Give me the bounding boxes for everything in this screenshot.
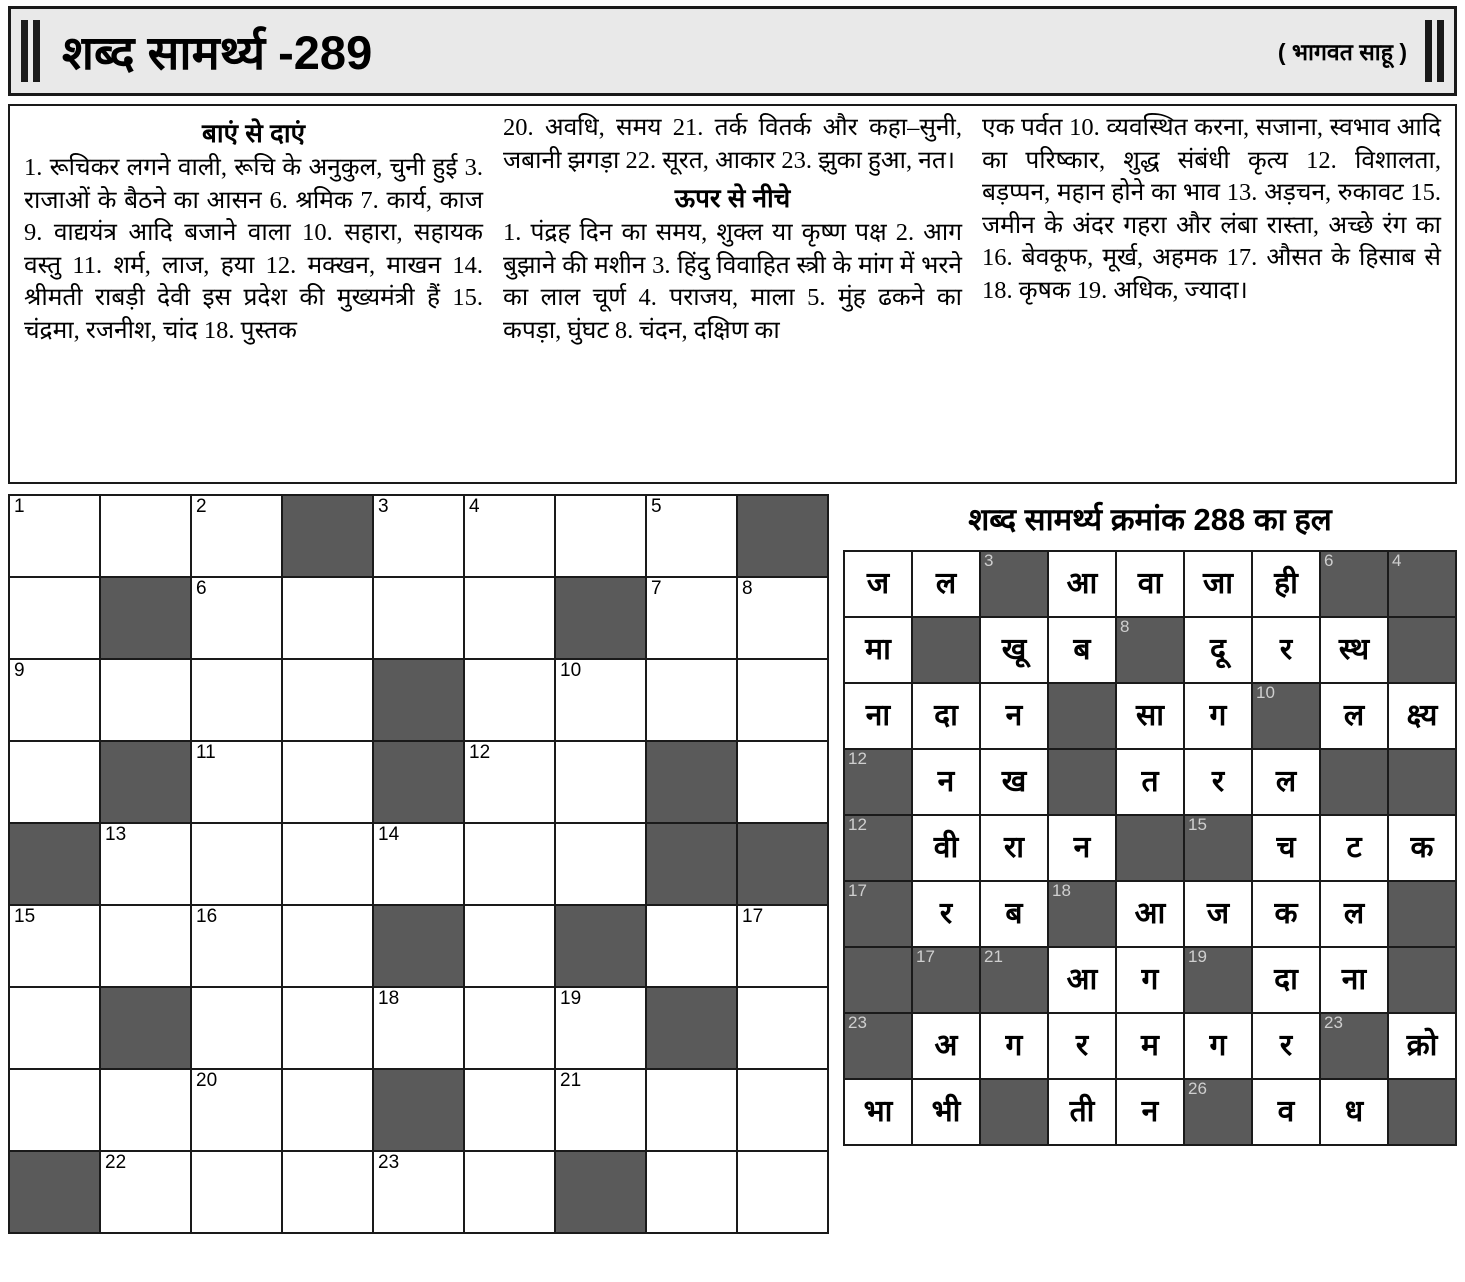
solution-letter: भी xyxy=(931,1095,961,1128)
solution-letter: र xyxy=(939,897,953,930)
cell-number: 19 xyxy=(1188,947,1207,966)
cell-number: 13 xyxy=(105,824,127,845)
puzzle-cell[interactable] xyxy=(9,495,100,577)
solution-letter: ज xyxy=(1206,897,1230,930)
puzzle-row xyxy=(9,577,828,659)
cell-number: 10 xyxy=(560,660,582,681)
solution-cell xyxy=(1320,881,1388,947)
solution-letter: ना xyxy=(865,699,891,732)
puzzle-cell[interactable] xyxy=(464,741,555,823)
solution-cell xyxy=(1320,617,1388,683)
solution-cell-blocked xyxy=(844,1013,912,1079)
cell-number: 21 xyxy=(984,947,1003,966)
cell-number: 17 xyxy=(916,947,935,966)
solution-cell-blocked xyxy=(1388,749,1456,815)
solution-letter: दू xyxy=(1210,633,1226,666)
solution-cell xyxy=(980,749,1048,815)
puzzle-cell[interactable] xyxy=(737,905,828,987)
solution-cell-blocked xyxy=(1320,1013,1388,1079)
puzzle-cell-blocked xyxy=(282,495,373,577)
solution-cell-blocked xyxy=(844,881,912,947)
solution-cell xyxy=(1252,947,1320,1013)
puzzle-cell[interactable] xyxy=(464,1151,555,1233)
puzzle-cell-blocked xyxy=(737,823,828,905)
across-heading: बाएं से दाएं xyxy=(202,118,305,148)
solution-cell xyxy=(844,1079,912,1145)
solution-cell xyxy=(1252,749,1320,815)
solution-cell xyxy=(912,551,980,617)
puzzle-cell[interactable] xyxy=(646,659,737,741)
rule-bar xyxy=(33,20,40,82)
puzzle-cell[interactable] xyxy=(464,495,555,577)
solution-cell xyxy=(1252,551,1320,617)
solution-cell xyxy=(1116,947,1184,1013)
solution-cell xyxy=(1388,683,1456,749)
down-clues-text-part1: 1. पंद्रह दिन का समय, शुक्ल या कृष्ण पक्ष 2. आग बुझाने की मशीन 3. हिंदु विवाहित स्त्री के मांग में भरने का लाल चूर्ण 4. पराजय, माला 5. मुंह ढकने का कपड़ा, घुंघट 8. चंदन, दक्षिण का xyxy=(503,219,962,344)
solution-row xyxy=(844,881,1456,947)
solution-cell-blocked xyxy=(1048,749,1116,815)
solution-letter: ट xyxy=(1346,831,1362,864)
solution-letter: म xyxy=(1141,1029,1159,1062)
puzzle-cell[interactable] xyxy=(191,495,282,577)
solution-cell-blocked xyxy=(980,1079,1048,1145)
puzzle-cell[interactable] xyxy=(555,823,646,905)
solution-cell-blocked xyxy=(1048,881,1116,947)
solution-cell xyxy=(1388,815,1456,881)
solution-cell xyxy=(1320,947,1388,1013)
puzzle-cell[interactable] xyxy=(373,987,464,1069)
solution-cell-blocked xyxy=(1184,815,1252,881)
puzzle-cell[interactable] xyxy=(282,905,373,987)
cell-number: 5 xyxy=(651,496,662,517)
solution-cell xyxy=(912,1079,980,1145)
puzzle-cell[interactable] xyxy=(373,1151,464,1233)
puzzle-cell[interactable] xyxy=(191,1151,282,1233)
cell-number: 2 xyxy=(196,496,207,517)
puzzle-cell[interactable] xyxy=(555,495,646,577)
cell-number: 23 xyxy=(378,1152,400,1173)
solution-grid xyxy=(843,550,1457,1146)
puzzle-cell[interactable] xyxy=(191,1069,282,1151)
solution-letter: दा xyxy=(934,699,958,732)
solution-letter: क xyxy=(1274,897,1298,930)
puzzle-cell-blocked xyxy=(646,823,737,905)
puzzle-cell[interactable] xyxy=(555,987,646,1069)
solution-letter: आ xyxy=(1066,963,1098,996)
solution-row xyxy=(844,749,1456,815)
puzzle-cell[interactable] xyxy=(373,495,464,577)
solution-letter: स्थ xyxy=(1338,633,1370,666)
solution-cell xyxy=(912,683,980,749)
puzzle-row xyxy=(9,823,828,905)
solution-letter: ही xyxy=(1274,567,1298,600)
solution-letter: रा xyxy=(1003,831,1025,864)
puzzle-cell[interactable] xyxy=(191,905,282,987)
puzzle-cell[interactable] xyxy=(100,1151,191,1233)
puzzle-cell[interactable] xyxy=(100,659,191,741)
solution-cell xyxy=(980,815,1048,881)
cell-number: 4 xyxy=(1392,551,1402,570)
cell-number: 7 xyxy=(651,578,662,599)
solution-cell xyxy=(1184,749,1252,815)
solution-row xyxy=(844,815,1456,881)
solution-letter: र xyxy=(1075,1029,1089,1062)
puzzle-cell[interactable] xyxy=(9,659,100,741)
puzzle-cell[interactable] xyxy=(9,987,100,1069)
puzzle-cell-blocked xyxy=(9,1151,100,1233)
puzzle-cell[interactable] xyxy=(191,987,282,1069)
solution-cell xyxy=(1252,815,1320,881)
solution-cell xyxy=(1320,1079,1388,1145)
solution-row xyxy=(844,1079,1456,1145)
solution-cell-blocked xyxy=(844,947,912,1013)
solution-cell xyxy=(912,881,980,947)
solution-cell xyxy=(980,683,1048,749)
cell-number: 21 xyxy=(560,1070,582,1091)
puzzle-cell[interactable] xyxy=(737,577,828,659)
puzzle-cell[interactable] xyxy=(464,577,555,659)
solution-cell-blocked xyxy=(980,947,1048,1013)
puzzle-cell[interactable] xyxy=(373,577,464,659)
puzzle-cell[interactable] xyxy=(737,1069,828,1151)
clues-column-1 xyxy=(14,112,493,474)
solution-letter: ल xyxy=(1343,897,1365,930)
cell-number: 23 xyxy=(1324,1013,1343,1032)
solution-letter: ती xyxy=(1069,1095,1095,1128)
puzzle-cell[interactable] xyxy=(737,987,828,1069)
solution-cell xyxy=(1048,551,1116,617)
puzzle-cell[interactable] xyxy=(464,905,555,987)
solution-letter: ग xyxy=(1005,1029,1023,1062)
cell-number: 19 xyxy=(560,988,582,1009)
cell-number: 12 xyxy=(848,815,867,834)
solution-letter: ना xyxy=(1341,963,1367,996)
puzzle-cell[interactable] xyxy=(100,495,191,577)
solution-cell xyxy=(912,815,980,881)
puzzle-cell[interactable] xyxy=(191,741,282,823)
header-left-rule xyxy=(21,20,40,82)
cell-number: 22 xyxy=(105,1152,127,1173)
solution-cell xyxy=(1320,683,1388,749)
solution-letter: न xyxy=(1141,1095,1159,1128)
puzzle-cell[interactable] xyxy=(9,1069,100,1151)
solution-row xyxy=(844,617,1456,683)
down-clues-text-part2: एक पर्वत 10. व्यवस्थित करना, सजाना, स्वभाव आदि का परिष्कार, शुद्ध संबंधी कृत्य 12. विशालता, बड़प्पन, महान होने का भाव 13. अड़चन, रुकावट 15. जमीन के अंदर गहरा और लंबा रास्ता, अच्छे रंग का 16. बेवकूफ, मूर्ख, अहमक 17. औसत के हिसाब से 18. कृषक 19. अधिक, ज्यादा। xyxy=(982,114,1441,304)
cell-number: 9 xyxy=(14,660,25,681)
puzzle-cell[interactable] xyxy=(191,823,282,905)
clues-column-3 xyxy=(972,112,1451,474)
solution-cell xyxy=(844,551,912,617)
solution-cell-blocked xyxy=(1184,947,1252,1013)
puzzle-cell[interactable] xyxy=(555,659,646,741)
puzzle-cell[interactable] xyxy=(373,823,464,905)
puzzle-cell[interactable] xyxy=(282,1069,373,1151)
puzzle-row xyxy=(9,659,828,741)
solution-cell xyxy=(1184,683,1252,749)
solution-cell xyxy=(1116,1013,1184,1079)
solution-cell-blocked xyxy=(1252,683,1320,749)
puzzle-cell[interactable] xyxy=(646,1069,737,1151)
puzzle-cell[interactable] xyxy=(282,1151,373,1233)
solution-letter: वी xyxy=(933,831,959,864)
solution-letter: न xyxy=(937,765,955,798)
solution-cell xyxy=(912,749,980,815)
solution-cell xyxy=(1116,1079,1184,1145)
cell-number: 8 xyxy=(742,578,753,599)
puzzle-row xyxy=(9,987,828,1069)
solution-cell-blocked xyxy=(1320,551,1388,617)
solution-cell xyxy=(1252,1013,1320,1079)
puzzle-cell[interactable] xyxy=(100,905,191,987)
solution-cell-blocked xyxy=(1388,881,1456,947)
solution-cell-blocked xyxy=(1388,947,1456,1013)
puzzle-cell-blocked xyxy=(737,495,828,577)
solution-letter: र xyxy=(1279,1029,1293,1062)
cell-number: 20 xyxy=(196,1070,218,1091)
puzzle-cell[interactable] xyxy=(737,741,828,823)
solution-cell-blocked xyxy=(1388,617,1456,683)
puzzle-row xyxy=(9,1069,828,1151)
puzzle-cell[interactable] xyxy=(737,659,828,741)
puzzle-cell[interactable] xyxy=(464,1069,555,1151)
puzzle-cell-blocked xyxy=(373,905,464,987)
cell-number: 11 xyxy=(196,742,216,763)
solution-cell xyxy=(1048,947,1116,1013)
puzzle-cell[interactable] xyxy=(191,577,282,659)
solution-cell xyxy=(1048,1013,1116,1079)
solution-letter: व xyxy=(1277,1095,1295,1128)
solution-cell-blocked xyxy=(1388,551,1456,617)
puzzle-cell[interactable] xyxy=(9,905,100,987)
solution-letter: ल xyxy=(1343,699,1365,732)
solution-row xyxy=(844,551,1456,617)
solution-cell-blocked xyxy=(1184,1079,1252,1145)
solution-letter: ग xyxy=(1141,963,1159,996)
cell-number: 3 xyxy=(984,551,994,570)
solution-letter: ब xyxy=(1005,897,1023,930)
puzzle-cell-blocked xyxy=(100,741,191,823)
puzzle-cell-blocked xyxy=(100,577,191,659)
solution-letter: र xyxy=(1211,765,1225,798)
across-clues-text-part2: 20. अवधि, समय 21. तर्क वितर्क और कहा–सुनी, जबानी झगड़ा 22. सूरत, आकार 23. झुका हुआ, नत। xyxy=(503,114,962,174)
solution-cell xyxy=(980,881,1048,947)
puzzle-cell[interactable] xyxy=(191,659,282,741)
solution-letter: र xyxy=(1279,633,1293,666)
clues-panel xyxy=(8,104,1457,484)
solution-cell xyxy=(1184,881,1252,947)
solution-letter: आ xyxy=(1066,567,1098,600)
solution-title: शब्द सामर्थ्य क्रमांक 288 का हल xyxy=(968,502,1332,537)
solution-cell xyxy=(844,683,912,749)
solution-cell xyxy=(1252,881,1320,947)
puzzle-cell[interactable] xyxy=(646,577,737,659)
puzzle-cell-blocked xyxy=(373,659,464,741)
cell-number: 18 xyxy=(1052,881,1071,900)
puzzle-cell[interactable] xyxy=(646,1151,737,1233)
solution-letter: दा xyxy=(1274,963,1298,996)
solution-letter: आ xyxy=(1134,897,1166,930)
cell-number: 15 xyxy=(1188,815,1207,834)
puzzle-cell-blocked xyxy=(646,987,737,1069)
solution-cell xyxy=(980,617,1048,683)
puzzle-cell[interactable] xyxy=(646,905,737,987)
solution-letter: क्ष्य xyxy=(1406,699,1438,732)
solution-cell xyxy=(1048,1079,1116,1145)
puzzle-grid[interactable] xyxy=(8,494,829,1234)
solution-row xyxy=(844,683,1456,749)
solution-cell xyxy=(1252,617,1320,683)
solution-letter: न xyxy=(1005,699,1023,732)
solution-letter: त xyxy=(1141,765,1159,798)
solution-letter: क्रो xyxy=(1406,1029,1438,1062)
solution-cell xyxy=(912,1013,980,1079)
down-heading: ऊपर से नीचे xyxy=(674,183,791,214)
solution-cell-blocked xyxy=(844,815,912,881)
solution-cell-blocked xyxy=(1320,749,1388,815)
solution-row xyxy=(844,1013,1456,1079)
rule-bar xyxy=(1425,20,1432,82)
puzzle-cell[interactable] xyxy=(737,1151,828,1233)
rule-bar xyxy=(1437,20,1444,82)
solution-cell-blocked xyxy=(1116,617,1184,683)
puzzle-cell[interactable] xyxy=(555,741,646,823)
puzzle-cell-blocked xyxy=(373,1069,464,1151)
puzzle-row xyxy=(9,741,828,823)
solution-cell-blocked xyxy=(912,947,980,1013)
solution-cell-blocked xyxy=(1116,815,1184,881)
solution-letter: अ xyxy=(934,1029,958,1062)
solution-letter: क xyxy=(1410,831,1434,864)
page-header xyxy=(8,6,1457,96)
puzzle-cell[interactable] xyxy=(464,987,555,1069)
puzzle-cell[interactable] xyxy=(282,741,373,823)
puzzle-cell[interactable] xyxy=(464,659,555,741)
solution-letter: ब xyxy=(1073,633,1091,666)
solution-section xyxy=(843,494,1457,1146)
cell-number: 12 xyxy=(848,749,867,768)
puzzle-cell[interactable] xyxy=(9,577,100,659)
solution-letter: ज xyxy=(866,567,890,600)
cell-number: 12 xyxy=(469,742,491,763)
solution-cell-blocked xyxy=(1048,683,1116,749)
puzzle-cell[interactable] xyxy=(646,495,737,577)
solution-cell xyxy=(1048,815,1116,881)
cell-number: 4 xyxy=(469,496,480,517)
cell-number: 17 xyxy=(848,881,867,900)
puzzle-cell-blocked xyxy=(555,1151,646,1233)
solution-cell xyxy=(1116,749,1184,815)
cell-number: 6 xyxy=(196,578,207,599)
page-title: शब्द सामर्थ्य -289 xyxy=(62,26,373,79)
solution-cell xyxy=(1048,617,1116,683)
solution-letter: जा xyxy=(1202,567,1234,600)
grids-area xyxy=(8,494,1457,1234)
solution-letter: ख xyxy=(1001,765,1027,798)
solution-letter: ल xyxy=(1275,765,1297,798)
clues-column-2 xyxy=(493,112,972,474)
solution-row xyxy=(844,947,1456,1013)
puzzle-row xyxy=(9,1151,828,1233)
puzzle-cell-blocked xyxy=(555,577,646,659)
puzzle-cell-blocked xyxy=(646,741,737,823)
cell-number: 10 xyxy=(1256,683,1275,702)
solution-cell xyxy=(1116,683,1184,749)
puzzle-cell[interactable] xyxy=(100,1069,191,1151)
cell-number: 6 xyxy=(1324,551,1334,570)
solution-letter: ग xyxy=(1209,699,1227,732)
puzzle-cell[interactable] xyxy=(282,659,373,741)
solution-letter: सा xyxy=(1135,699,1165,732)
cell-number: 17 xyxy=(742,906,764,927)
puzzle-grid-wrapper xyxy=(8,494,829,1234)
author-credit: ( भागवत साहू ) xyxy=(1277,39,1407,65)
solution-letter: न xyxy=(1073,831,1091,864)
solution-letter: ग xyxy=(1209,1029,1227,1062)
puzzle-cell[interactable] xyxy=(282,577,373,659)
solution-cell xyxy=(844,617,912,683)
solution-cell xyxy=(980,1013,1048,1079)
puzzle-row xyxy=(9,905,828,987)
crossword-page xyxy=(0,6,1465,1282)
cell-number: 15 xyxy=(14,906,36,927)
cell-number: 26 xyxy=(1188,1079,1207,1098)
solution-letter: भा xyxy=(863,1095,893,1128)
solution-cell-blocked xyxy=(844,749,912,815)
solution-cell xyxy=(1388,1013,1456,1079)
solution-cell xyxy=(1184,551,1252,617)
solution-letter: वा xyxy=(1137,567,1163,600)
solution-cell xyxy=(1184,1013,1252,1079)
header-right-rule xyxy=(1425,20,1444,82)
puzzle-cell-blocked xyxy=(373,741,464,823)
puzzle-cell-blocked xyxy=(9,823,100,905)
solution-letter: मा xyxy=(865,633,891,666)
solution-cell xyxy=(1252,1079,1320,1145)
solution-letter: ल xyxy=(935,567,957,600)
solution-cell-blocked xyxy=(912,617,980,683)
solution-cell xyxy=(1320,815,1388,881)
puzzle-cell[interactable] xyxy=(9,741,100,823)
solution-letter: च xyxy=(1276,831,1296,864)
cell-number: 14 xyxy=(378,824,400,845)
solution-letter: खू xyxy=(1001,633,1027,666)
cell-number: 16 xyxy=(196,906,218,927)
puzzle-cell-blocked xyxy=(100,987,191,1069)
solution-cell-blocked xyxy=(980,551,1048,617)
across-clues-text-part1: 1. रूचिकर लगने वाली, रूचि के अनुकुल, चुनी हुई 3. राजाओं के बैठने का आसन 6. श्रमिक 7. कार्य, काज 9. वाद्ययंत्र आदि बजाने वाला 10. सहारा, सहायक वस्तु 11. शर्म, लाज, हया 12. मक्खन, माखन 14. श्रीमती राबड़ी देवी इस प्रदेश की मुख्यमंत्री हैं 15. चंद्रमा, रजनीश, चांद 18. पुस्तक xyxy=(24,154,483,344)
puzzle-cell-blocked xyxy=(555,905,646,987)
puzzle-row xyxy=(9,495,828,577)
cell-number: 18 xyxy=(378,988,400,1009)
solution-cell xyxy=(1116,551,1184,617)
solution-cell xyxy=(1116,881,1184,947)
solution-cell xyxy=(1184,617,1252,683)
solution-cell-blocked xyxy=(1388,1079,1456,1145)
puzzle-cell[interactable] xyxy=(100,823,191,905)
cell-number: 8 xyxy=(1120,617,1130,636)
puzzle-cell[interactable] xyxy=(282,823,373,905)
puzzle-cell[interactable] xyxy=(555,1069,646,1151)
cell-number: 3 xyxy=(378,496,389,517)
solution-letter: ध xyxy=(1344,1095,1364,1128)
cell-number: 23 xyxy=(848,1013,867,1032)
puzzle-cell[interactable] xyxy=(464,823,555,905)
cell-number: 1 xyxy=(14,496,25,517)
rule-bar xyxy=(21,20,28,82)
puzzle-cell[interactable] xyxy=(282,987,373,1069)
